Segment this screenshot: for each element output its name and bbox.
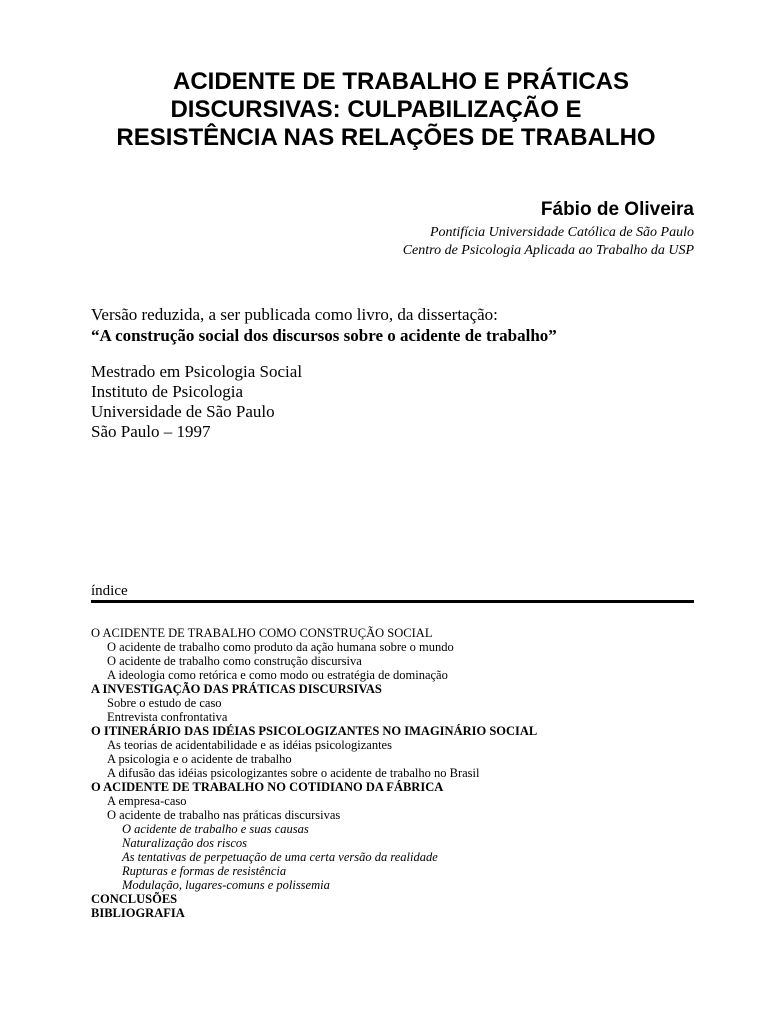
table-of-contents (91, 626, 537, 920)
toc-chapter: CONCLUSÕES (91, 892, 178, 906)
toc-chapter: A INVESTIGAÇÃO DAS PRÁTICAS DISCURSIVAS (91, 682, 382, 696)
toc-section: Entrevista confrontativa (107, 710, 228, 724)
toc-section: A difusão das idéias psicologizantes sobre o acidente de trabalho no Brasil (107, 766, 480, 780)
index-divider (91, 600, 694, 603)
university: Universidade de São Paulo (91, 402, 275, 421)
toc-subsection: As tentativas de perpetuação de uma certa versão da realidade (122, 850, 438, 864)
version-note (91, 304, 557, 346)
toc-chapter: O ACIDENTE DE TRABALHO COMO CONSTRUÇÃO SOCIAL (91, 626, 433, 640)
place-year: São Paulo – 1997 (91, 422, 211, 441)
toc-section: O acidente de trabalho nas práticas discursivas (107, 808, 341, 822)
program: Mestrado em Psicologia Social (91, 362, 303, 381)
dissertation-title: “A construção social dos discursos sobre o acidente de trabalho” (91, 326, 557, 345)
toc-subsection: Naturalização dos riscos (122, 836, 248, 850)
title-line-2: DISCURSIVAS: CULPABILIZAÇÃO E (170, 96, 582, 123)
toc-chapter: O ITINERÁRIO DAS IDÉIAS PSICOLOGIZANTES NO IMAGINÁRIO SOCIAL (91, 724, 538, 738)
toc-section: Sobre o estudo de caso (107, 696, 222, 710)
toc-subsection: Modulação, lugares-comuns e polissemia (122, 878, 330, 892)
toc-section: A empresa-caso (107, 794, 187, 808)
affiliation-puc: Pontifícia Universidade Católica de São Paulo (429, 225, 694, 240)
affiliation-usp: Centro de Psicologia Aplicada ao Trabalho da USP (402, 243, 694, 258)
toc-section: O acidente de trabalho como produto da ação humana sobre o mundo (107, 640, 454, 654)
toc-chapter: BIBLIOGRAFIA (91, 906, 185, 920)
document-title (0, 68, 768, 152)
toc-subsection: O acidente de trabalho e suas causas (122, 822, 309, 836)
toc-section: As teorias de acidentabilidade e as idéias psicologizantes (107, 738, 392, 752)
toc-section: A psicologia e o acidente de trabalho (107, 752, 292, 766)
index-heading: índice (91, 583, 128, 599)
institution-block (91, 362, 302, 442)
author-block (403, 198, 694, 260)
institute: Instituto de Psicologia (91, 382, 244, 401)
title-line-3: RESISTÊNCIA NAS RELAÇÕES DE TRABALHO (116, 124, 656, 151)
toc-chapter: O ACIDENTE DE TRABALHO NO COTIDIANO DA FÁBRICA (91, 780, 444, 794)
author-name: Fábio de Oliveira (540, 199, 694, 220)
toc-section: O acidente de trabalho como construção discursiva (107, 654, 362, 668)
toc-subsection: Rupturas e formas de resistência (122, 864, 287, 878)
version-text: Versão reduzida, a ser publicada como livro, da dissertação: (91, 305, 498, 324)
title-line-1: ACIDENTE DE TRABALHO E PRÁTICAS (172, 68, 629, 95)
toc-section: A ideologia como retórica e como modo ou estratégia de dominação (107, 668, 448, 682)
